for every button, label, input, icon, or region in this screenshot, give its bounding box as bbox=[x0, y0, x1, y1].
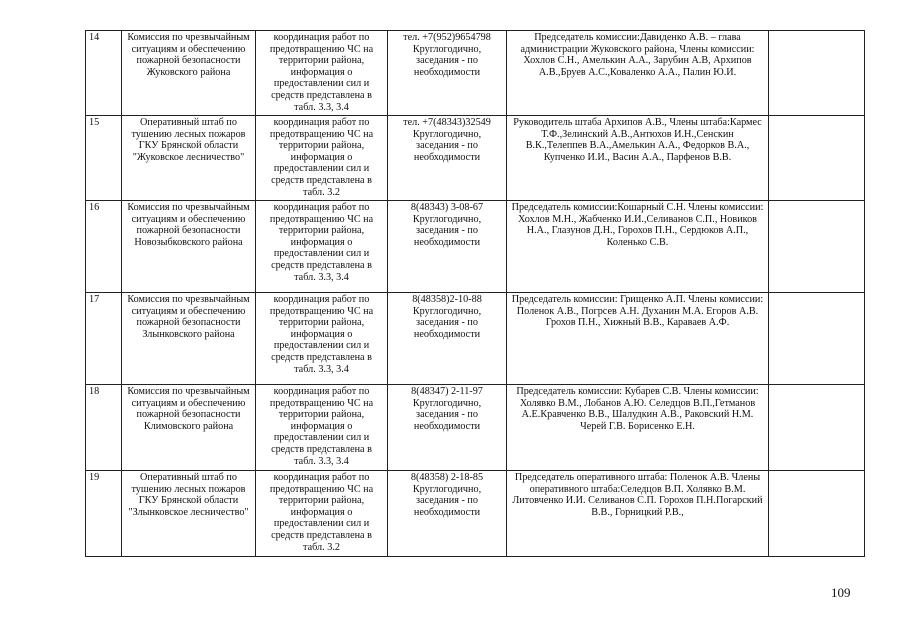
members-list: Председатель комиссии: Кубарев С.В. Члены комиссии: Холявко В.М., Лобанов А.Ю. Селедцов В.П.,Гетманов А.Е.Кравченко В.В., Шалудкин А.В., Раковский Н.М. Черей Г.В. Борисенко Е.Н. bbox=[507, 385, 769, 471]
contact-info: 8(48358) 2-18-85 Круглогодично, заседания - по необходимости bbox=[388, 471, 507, 557]
members-list: Председатель комиссии:Давиденко А.В. – глава администрации Жуковского района, Члены комиссии: Хохлов С.Н., Амелькин А.А., Зарубин А.В, Архипов А.В.,Бруев А.С.,Коваленко А.А., Палин Ю.И. bbox=[507, 31, 769, 116]
members-list: Председатель комиссии:Кошарный С.Н. Члены комиссии: Хохлов М.Н., Жабченко И.И.,Селиванов С.П., Новиков Н.А., Глазунов Д.Н., Горохов П.Н., Сердюков А.П., Коленько С.В. bbox=[507, 201, 769, 293]
table-row bbox=[86, 471, 865, 557]
organization-name: Комиссия по чрезвычайным ситуациям и обеспечению пожарной безопасности Жуковского района bbox=[122, 31, 256, 116]
extra-cell bbox=[769, 116, 865, 201]
row-number: 14 bbox=[86, 31, 122, 116]
members-list: Председатель комиссии: Грищенко А.П. Члены комиссии: Поленок А.В., Погрсев А.Н. Духанин М.А. Егоров А.В. Грохов П.Н., Хижный В.В., Караваев А.Ф. bbox=[507, 293, 769, 385]
table-row bbox=[86, 116, 865, 201]
members-list: Председатель оперативного штаба: Поленок А.В. Члены оперативного штаба:Селедцов В.П. Холявко В.М. Литовченко И.И. Селиванов С.П. Горохов П.Н.Погарский В.В., Горницкий Р.В., bbox=[507, 471, 769, 557]
row-number: 16 bbox=[86, 201, 122, 293]
task-description: координация работ по предотвращению ЧС на территории района, информация о предоставлении сил и средств представлена в табл. 3.2 bbox=[256, 471, 388, 557]
commission-table bbox=[85, 30, 865, 557]
table-row bbox=[86, 31, 865, 116]
row-number: 18 bbox=[86, 385, 122, 471]
organization-name: Оперативный штаб по тушению лесных пожаров ГКУ Брянской области "Злынковское лесничество" bbox=[122, 471, 256, 557]
organization-name: Комиссия по чрезвычайным ситуациям и обеспечению пожарной безопасности Новозыбковского района bbox=[122, 201, 256, 293]
contact-info: 8(48343) 3-08-67 Круглогодично, заседания - по необходимости bbox=[388, 201, 507, 293]
contact-info: тел. +7(952)9654798 Круглогодично, заседания - по необходимости bbox=[388, 31, 507, 116]
row-number: 15 bbox=[86, 116, 122, 201]
extra-cell bbox=[769, 31, 865, 116]
row-number: 17 bbox=[86, 293, 122, 385]
contact-info: 8(48358)2-10-88 Круглогодично, заседания - по необходимости bbox=[388, 293, 507, 385]
members-list: Руководитель штаба Архипов А.В., Члены штаба:Кармес Т.Ф.,Зелинский А.В.,Антюхов И.Н.,Сенскин В.К.,Телеппев В.А.,Амелькин А.А., Федорков В.А., Купченко И.И., Васин А.А., Парфенов В.В. bbox=[507, 116, 769, 201]
table-row bbox=[86, 201, 865, 293]
organization-name: Комиссия по чрезвычайным ситуациям и обеспечению пожарной безопасности Климовского района bbox=[122, 385, 256, 471]
row-number: 19 bbox=[86, 471, 122, 557]
contact-info: тел. +7(48343)32549 Круглогодично, заседания - по необходимости bbox=[388, 116, 507, 201]
task-description: координация работ по предотвращению ЧС на территории района, информация о предоставлении сил и средств представлена в табл. 3.3, 3.4 bbox=[256, 201, 388, 293]
extra-cell bbox=[769, 293, 865, 385]
organization-name: Комиссия по чрезвычайным ситуациям и обеспечению пожарной безопасности Злынковского района bbox=[122, 293, 256, 385]
task-description: координация работ по предотвращению ЧС на территории района, информация о предоставлении сил и средств представлена в табл. 3.2 bbox=[256, 116, 388, 201]
extra-cell bbox=[769, 471, 865, 557]
page-number: 109 bbox=[831, 585, 851, 600]
table-row bbox=[86, 385, 865, 471]
organization-name: Оперативный штаб по тушению лесных пожаров ГКУ Брянской области "Жуковское лесничество" bbox=[122, 116, 256, 201]
table-row bbox=[86, 293, 865, 385]
task-description: координация работ по предотвращению ЧС на территории района, информация о предоставлении сил и средств представлена в табл. 3.3, 3.4 bbox=[256, 293, 388, 385]
extra-cell bbox=[769, 201, 865, 293]
task-description: координация работ по предотвращению ЧС на территории района, информация о предоставлении сил и средств представлена в табл. 3.3, 3.4 bbox=[256, 31, 388, 116]
task-description: координация работ по предотвращению ЧС на территории района, информация о предоставлении сил и средств представлена в табл. 3.3, 3.4 bbox=[256, 385, 388, 471]
extra-cell bbox=[769, 385, 865, 471]
contact-info: 8(48347) 2-11-97 Круглогодично, заседания - по необходимости bbox=[388, 385, 507, 471]
